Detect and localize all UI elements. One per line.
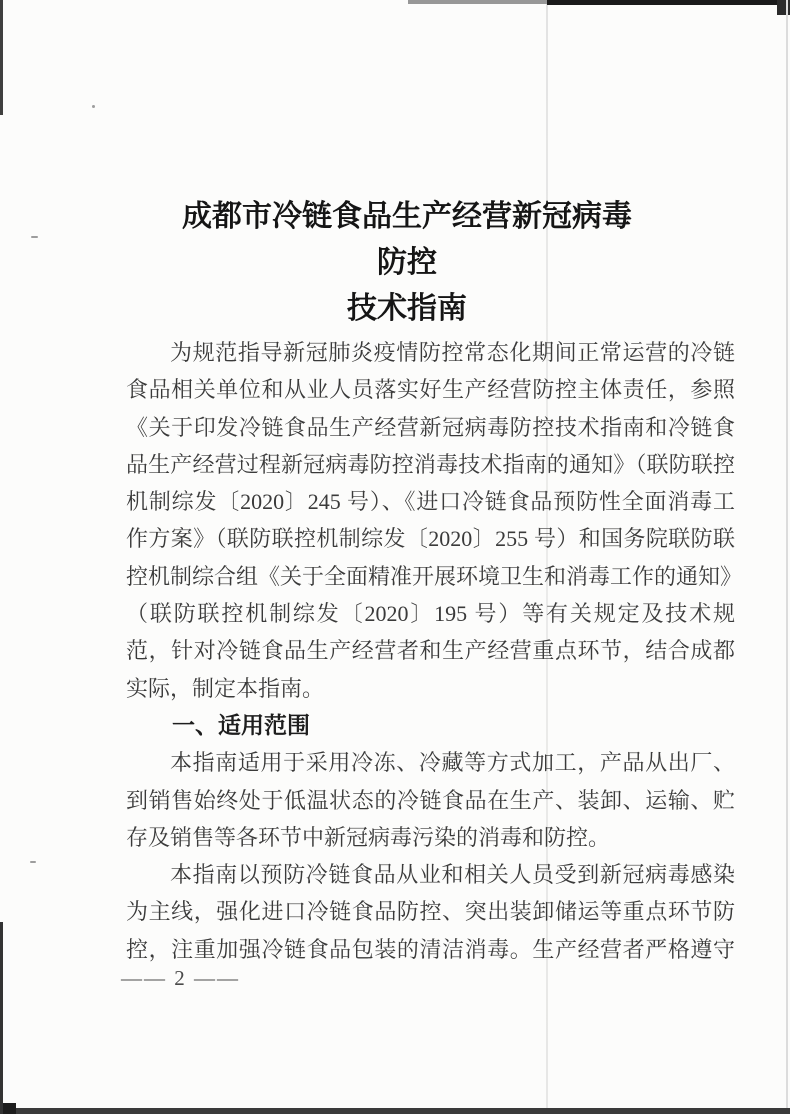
document-title-line-1: 成都市冷链食品生产经营新冠病毒防控 bbox=[182, 200, 632, 279]
scan-edge-top-right bbox=[777, 0, 790, 15]
scan-speck bbox=[30, 861, 36, 863]
page-number: —— 2 —— bbox=[121, 966, 240, 990]
text-line: 《关于印发冷链食品生产经营新冠病毒防控技术指南和冷链食 bbox=[126, 414, 735, 440]
document-body bbox=[126, 334, 743, 968]
scan-edge-top-gray bbox=[408, 0, 547, 4]
text-line: 品生产经营过程新冠病毒防控消毒技术指南的通知》（联防联控 bbox=[126, 451, 735, 477]
scan-edge-right bbox=[786, 0, 788, 1114]
text-line: 实际，制定本指南。 bbox=[126, 675, 325, 701]
document-title bbox=[168, 194, 646, 332]
scan-speck bbox=[92, 105, 95, 108]
section-heading: 一、适用范围 bbox=[172, 711, 310, 738]
text-line: 机制综发〔2020〕245 号）、《进口冷链食品预防性全面消毒工 bbox=[126, 489, 735, 515]
text-line: 存及销售等各环节中新冠病毒污染的消毒和防控。 bbox=[126, 824, 611, 850]
text-line: 控机制综合组《关于全面精准开展环境卫生和消毒工作的通知》 bbox=[126, 563, 743, 589]
text-line: 为主线，强化进口冷链食品防控、突出装卸储运等重点环节防 bbox=[126, 899, 735, 925]
text-line: 本指南适用于采用冷冻、冷藏等方式加工，产品从出厂、 bbox=[170, 750, 735, 776]
text-line: 控，注重加强冷链食品包装的清洁消毒。生产经营者严格遵守 bbox=[126, 936, 735, 962]
document-title-line-2: 技术指南 bbox=[347, 292, 467, 325]
scan-speck bbox=[31, 236, 38, 238]
text-line: 到销售始终处于低温状态的冷链食品在生产、装卸、运输、贮 bbox=[126, 787, 735, 813]
text-line: 为规范指导新冠肺炎疫情防控常态化期间正常运营的冷链 bbox=[170, 340, 735, 365]
text-line: 食品相关单位和从业人员落实好生产经营防控主体责任，参照 bbox=[126, 377, 735, 403]
scan-edge-top-black bbox=[547, 0, 779, 5]
text-line: 范，针对冷链食品生产经营者和生产经营重点环节，结合成都 bbox=[126, 638, 735, 664]
text-line: 本指南以预防冷链食品从业和相关人员受到新冠病毒感染 bbox=[170, 862, 735, 888]
scan-edge-bottom bbox=[0, 1108, 790, 1114]
text-line: （联防联控机制综发〔2020〕195 号）等有关规定及技术规 bbox=[126, 601, 735, 627]
scan-edge-left-bottom bbox=[0, 922, 3, 1114]
text-line: 作方案》（联防联控机制综发〔2020〕255 号）和国务院联防联 bbox=[126, 526, 735, 552]
scan-edge-left-top bbox=[0, 0, 3, 115]
